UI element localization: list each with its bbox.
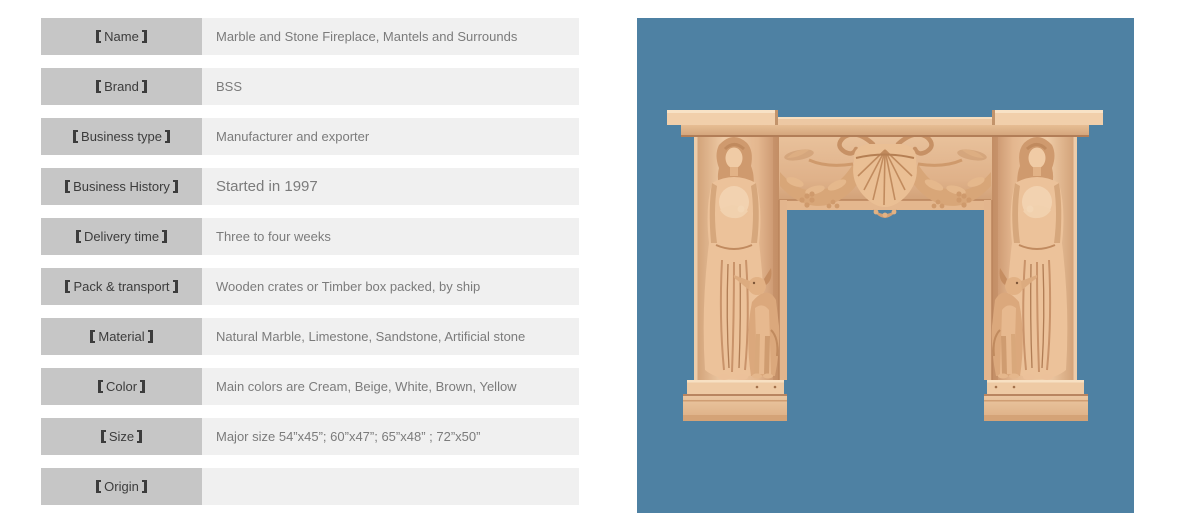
left-lenticular-bracket-icon bbox=[90, 330, 95, 343]
right-lenticular-bracket-icon bbox=[148, 330, 153, 343]
spec-label-cell bbox=[41, 118, 202, 155]
spec-value-cell bbox=[202, 18, 579, 55]
right-lenticular-bracket-icon bbox=[173, 180, 178, 193]
spec-row-business-type bbox=[41, 118, 579, 155]
spec-label-cell bbox=[41, 268, 202, 305]
spec-label-cell bbox=[41, 218, 202, 255]
spec-row-material bbox=[41, 318, 579, 355]
right-lenticular-bracket-icon bbox=[162, 230, 167, 243]
left-lenticular-bracket-icon bbox=[96, 80, 101, 93]
spec-label-cell bbox=[41, 168, 202, 205]
spec-row-color bbox=[41, 368, 579, 405]
spec-label-text: Business type bbox=[81, 129, 162, 144]
spec-label-text: Business History bbox=[73, 179, 170, 194]
spec-value-text: Wooden crates or Timber box packed, by ship bbox=[216, 279, 481, 294]
spec-label-text: Delivery time bbox=[83, 229, 160, 244]
spec-label-text: Origin bbox=[104, 479, 139, 494]
spec-label-cell bbox=[41, 318, 202, 355]
left-lenticular-bracket-icon bbox=[65, 280, 70, 293]
right-lenticular-bracket-icon bbox=[173, 280, 178, 293]
spec-row-brand bbox=[41, 68, 579, 105]
spec-value-text: Marble and Stone Fireplace, Mantels and Surrounds bbox=[216, 29, 518, 44]
spec-value-cell bbox=[202, 218, 579, 255]
spec-label-text: Pack & transport bbox=[73, 279, 170, 294]
spec-value-cell bbox=[202, 468, 579, 505]
spec-value-cell bbox=[202, 168, 579, 205]
left-lenticular-bracket-icon bbox=[98, 380, 103, 393]
spec-label-cell bbox=[41, 368, 202, 405]
right-lenticular-bracket-icon bbox=[165, 130, 170, 143]
spec-value-cell bbox=[202, 268, 579, 305]
left-lenticular-bracket-icon bbox=[76, 230, 81, 243]
spec-label-cell bbox=[41, 18, 202, 55]
spec-row-size bbox=[41, 418, 579, 455]
spec-label-cell bbox=[41, 418, 202, 455]
spec-label-text: Color bbox=[105, 379, 138, 394]
right-lenticular-bracket-icon bbox=[140, 380, 145, 393]
spec-value-text: Started in 1997 bbox=[216, 178, 318, 195]
spec-value-text: Major size 54”x45”; 60”x47”; 65”x48” ; 72”x50” bbox=[216, 429, 481, 444]
left-lenticular-bracket-icon bbox=[101, 430, 106, 443]
spec-label-text: Size bbox=[108, 429, 135, 444]
spec-value-text: Manufacturer and exporter bbox=[216, 129, 370, 144]
spec-value-cell bbox=[202, 368, 579, 405]
left-pillar-assembly bbox=[683, 132, 787, 421]
spec-value-text: Main colors are Cream, Beige, White, Brown, Yellow bbox=[216, 379, 517, 394]
spec-label-cell bbox=[41, 468, 202, 505]
fireplace-illustration bbox=[637, 18, 1134, 513]
right-lenticular-bracket-icon bbox=[142, 80, 147, 93]
spec-row-delivery-time bbox=[41, 218, 579, 255]
spec-value-cell bbox=[202, 318, 579, 355]
left-lenticular-bracket-icon bbox=[65, 180, 70, 193]
spec-value-cell bbox=[202, 68, 579, 105]
spec-value-cell bbox=[202, 118, 579, 155]
right-lenticular-bracket-icon bbox=[142, 480, 147, 493]
right-pillar-assembly bbox=[984, 132, 1088, 421]
right-lenticular-bracket-icon bbox=[142, 30, 147, 43]
spec-label-text: Name bbox=[104, 29, 139, 44]
spec-value-text: Three to four weeks bbox=[216, 229, 331, 244]
left-lenticular-bracket-icon bbox=[96, 30, 101, 43]
spec-label-text: Brand bbox=[104, 79, 139, 94]
left-lenticular-bracket-icon bbox=[96, 480, 101, 493]
right-lenticular-bracket-icon bbox=[137, 430, 142, 443]
spec-row-pack-transport bbox=[41, 268, 579, 305]
spec-row-origin bbox=[41, 468, 579, 505]
spec-label-cell bbox=[41, 68, 202, 105]
spec-value-cell bbox=[202, 418, 579, 455]
spec-label-text: Material bbox=[98, 329, 145, 344]
spec-value-text: Natural Marble, Limestone, Sandstone, Artificial stone bbox=[216, 329, 526, 344]
spec-row-business-history bbox=[41, 168, 579, 205]
spec-row-name bbox=[41, 18, 579, 55]
left-lenticular-bracket-icon bbox=[73, 130, 78, 143]
product-photo bbox=[637, 18, 1134, 513]
product-spec-table bbox=[41, 18, 579, 518]
spec-value-text: BSS bbox=[216, 79, 243, 94]
